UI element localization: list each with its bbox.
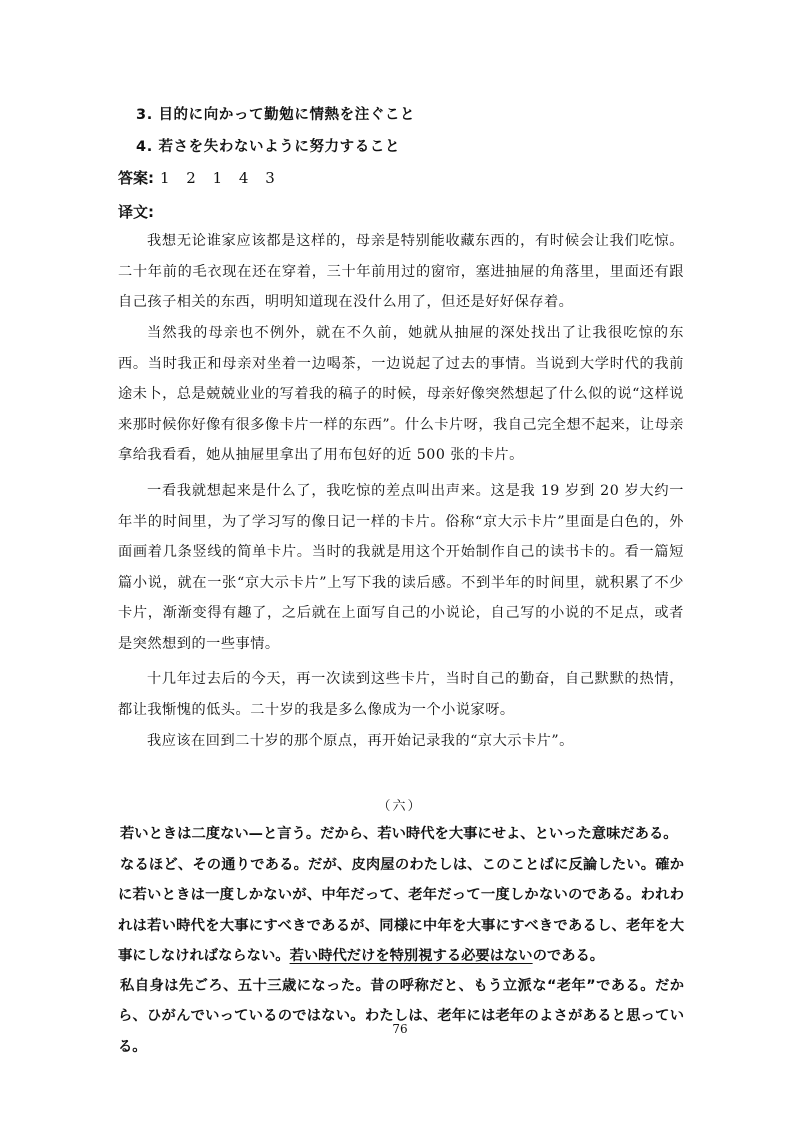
japanese-paragraph-1: 若いときは二度ない—と言う。だから、若い時代を大事にせよ、といった意味だある。 — [120, 826, 678, 842]
page-number: 76 — [392, 1022, 408, 1036]
japanese-paragraph-2-end: のである。 — [532, 947, 605, 964]
translation-label: 译文: — [118, 203, 154, 221]
translation-paragraph-2: 当然我的母亲也不例外，就在不久前，她就从抽屉的深处找出了让我很吃惊的东西。当时我正和母亲对坐着一边喝茶，一边说起了过去的事情。当说到大学时代的我前途未卜，总是兢兢业业的写着我的稿子的时候，母亲好像突然想起了什么似的说“这样说来那时候你好像有很多像卡片一样的东西”。什么卡片呀，我自己完全想不起来，让母亲拿给我看看，她从抽屉里拿出了用布包好的近 500 张的卡片。 — [118, 325, 684, 463]
section-heading: （六） — [377, 799, 423, 814]
japanese-paragraph-2-text: なるほど、その通りである。だが、皮肉屋のわたしは、このことばに反論したい。確かに若いときは一度しかないが、中年だって、老年だって一度しかないのである。われわれは若い時代を大事にすべきであるが、同様に中年を大事にすべきであるし、老年を大事にしなければならない。 — [118, 857, 684, 964]
translation-paragraph-3: 一看我就想起来是什么了，我吃惊的差点叫出声来。这是我 19 岁到 20 岁大约一年半的时间里，为了学习写的像日记一样的卡片。俗称“京大示卡片”里面是白色的，外面画着几条竖线的简单卡片。当时的我就是用这个开始制作自己的读书卡的。看一篇短篇小说，就在一张“京大示卡片”上写下我的读后感。不到半年的时间里，就积累了不少卡片，渐渐变得有趣了，之后就在上面写自己的小说论，自己写的小说的不足点，或者是突然想到的一些事情。 — [118, 483, 684, 652]
translation-paragraph-1: 我想无论谁家应该都是这样的，母亲是特别能收藏东西的，有时候会让我们吃惊。二十年前的毛衣现在还在穿着，三十年前用过的窗帘，塞进抽屉的角落里，里面还有跟自己孩子相关的东西，明明知道现在没什么用了，但还是好好保存着。 — [118, 233, 684, 310]
answer-line — [118, 167, 281, 188]
japanese-paragraph-3: 私自身は先ごろ、五十三歳になった。昔の呼称だと、もう立派な“老年”である。だから、ひがんでいっているのではない。わたしは、老年には老年のよさがあると思っている。 — [118, 978, 684, 1055]
answer-values: 1 2 1 4 3 — [160, 169, 281, 187]
option-3: 3. 目的に向かって勤勉に情熱を注ぐこと — [136, 107, 416, 123]
translation-paragraph-4: 十几年过去后的今天，再一次读到这些卡片，当时自己的勤奋，自己默默的热情，都让我惭愧的低头。二十岁的我是多么像成为一个小说家呀。 — [118, 671, 684, 718]
japanese-paragraph-2 — [118, 850, 684, 971]
answer-label: 答案: — [118, 169, 154, 187]
option-4: 4. 若さを失わないように努力すること — [136, 139, 401, 155]
underlined-phrase: 若い時代だけを特別視する必要はない — [289, 947, 533, 964]
translation-paragraph-5: 我应该在回到二十岁的那个原点，再开始记录我的“京大示卡片”。 — [147, 733, 574, 749]
